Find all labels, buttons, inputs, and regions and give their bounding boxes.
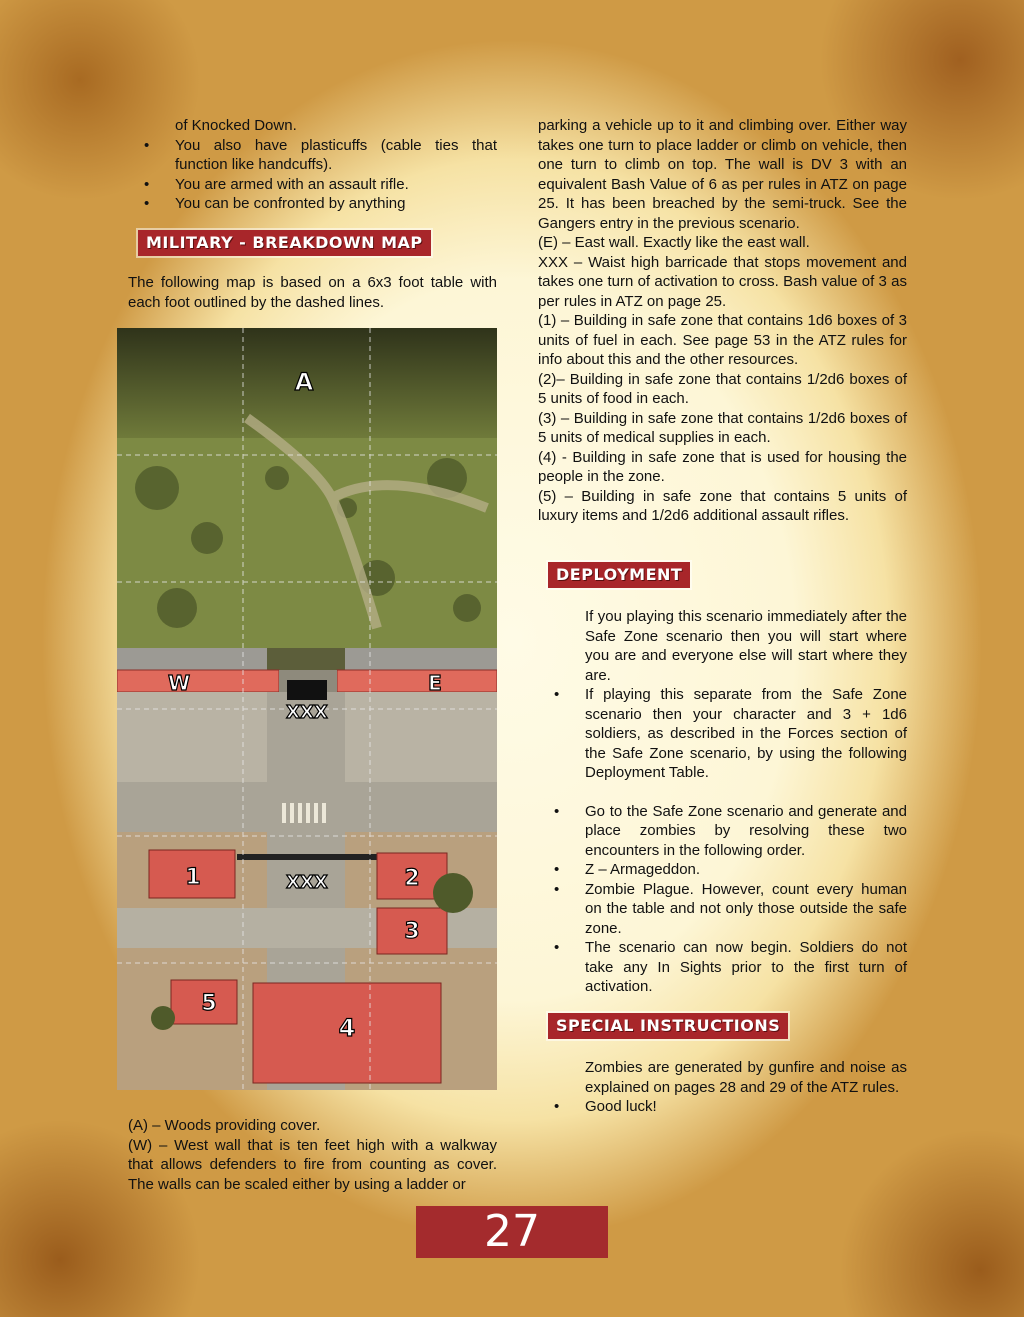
bullet-text: You are armed with an assault rifle.: [175, 175, 409, 193]
left-column: [128, 116, 497, 214]
bullet-item: [538, 1058, 907, 1097]
wall-description: parking a vehicle up to it and climbing over. Either way takes one turn to place ladder or climb on vehicle, then one turn to climb on top. The wall is DV 3 with an equivalent Bash Value of 6 as per rules in ATZ on page 25. It has been breached by the semi-truck. See the Gangers entry in the previous scenario.: [538, 117, 907, 232]
bullet-item: [538, 802, 907, 861]
map-heading: MILITARY - BREAKDOWN MAP: [138, 230, 431, 256]
bullet-item: [538, 607, 907, 685]
bullet-item: [538, 938, 907, 997]
bullet-item: [538, 1097, 907, 1117]
label-building-3: 3: [404, 919, 420, 944]
bullet-text: You also have plasticuffs (cable ties that function like handcuffs).: [175, 136, 497, 173]
legend-building-1: (1) – Building in safe zone that contains 1d6 boxes of 3 units of fuel in each. See page 53 in the ATZ rules for info about this and the other resources.: [538, 312, 907, 368]
bullet-item: [128, 116, 497, 136]
map-intro: [128, 273, 497, 312]
west-walkway: [117, 648, 267, 670]
label-barricade-north: XXX: [286, 702, 328, 723]
bullet-text: If playing this separate from the Safe Zone scenario then your character and 3 + 1d6 soldiers, as described in the Forces section of the Safe Zone scenario, by using the following Deployment Table.: [585, 686, 907, 781]
bullet-text: Zombies are generated by gunfire and noise as explained on pages 28 and 29 of the ATZ rules.: [585, 1059, 907, 1096]
label-building-4: 4: [338, 1014, 356, 1042]
deployment-list: [538, 607, 907, 997]
bullet-text: If you playing this scenario immediately after the Safe Zone scenario then you will start where you are and everyone else will start where they are.: [585, 608, 907, 684]
bullet-text: Z – Armageddon.: [585, 861, 701, 878]
page-number: 27: [416, 1206, 608, 1258]
deployment-heading: DEPLOYMENT: [548, 562, 690, 588]
map-svg: [117, 328, 497, 1090]
bullet-item: [538, 880, 907, 939]
label-building-1: 1: [185, 865, 201, 890]
west-wall: [117, 670, 279, 692]
label-building-5: 5: [201, 991, 217, 1016]
barricade-north: [287, 680, 327, 700]
label-building-2: 2: [404, 866, 420, 891]
special-instructions-heading: SPECIAL INSTRUCTIONS: [548, 1013, 788, 1039]
bullet-text: Go to the Safe Zone scenario and generate and place zombies by resolving these two encounters in the following order.: [585, 802, 907, 859]
map-intro-text: The following map is based on a 6x3 foot table with each foot outlined by the dashed lines.: [128, 274, 497, 311]
barricade-south-line: [237, 854, 377, 860]
legend-building-5: (5) – Building in safe zone that contains 5 units of luxury items and 1/2d6 additional assault rifles.: [538, 487, 907, 524]
east-walkway: [345, 648, 497, 670]
legend-xxx: XXX – Waist high barricade that stops movement and takes one turn of activation to cross. Bash value of 3 as per rules in ATZ on page 25.: [538, 253, 907, 310]
legend-building-4: (4) - Building in safe zone that is used for housing the people in the zone.: [538, 448, 907, 485]
legend-a: (A) – Woods providing cover.: [128, 1117, 321, 1134]
legend-building-2: (2)– Building in safe zone that contains 1/2d6 boxes of 5 units of food in each.: [538, 370, 907, 407]
tree-icon: [151, 1006, 175, 1030]
spacer: [538, 783, 907, 802]
bullet-text: Good luck!: [585, 1098, 657, 1115]
label-barricade-south: XXX: [286, 872, 328, 893]
bullet-text: The scenario can now begin. Soldiers do not take any In Sights prior to the first turn of activation.: [585, 939, 907, 995]
label-a: A: [294, 368, 314, 396]
bullet-text: Zombie Plague. However, count every human on the table and not only those outside the safe zone.: [585, 880, 907, 937]
right-column-text: [538, 116, 907, 526]
legend-e: (E) – East wall. Exactly like the east wall.: [538, 234, 810, 251]
legend-building-3: (3) – Building in safe zone that contains 1/2d6 boxes of 5 units of medical supplies in each.: [538, 409, 907, 446]
bullet-item: [128, 175, 497, 195]
map-legend: [128, 1116, 497, 1194]
tree-icon: [433, 873, 473, 913]
bullet-text: of Knocked Down.: [175, 117, 297, 134]
bullet-item: [128, 136, 497, 175]
bullet-item: [538, 860, 907, 880]
bullet-text: You can be confronted by anything: [175, 195, 406, 212]
legend-w: (W) – West wall that is ten feet high with a walkway that allows defenders to fire from counting as cover. The walls can be scaled either by using a ladder or: [128, 1136, 497, 1193]
label-e: E: [428, 671, 442, 695]
bullet-item: [128, 194, 497, 214]
breakdown-map: [117, 328, 497, 1090]
east-wall: [337, 670, 497, 692]
bullet-item: [538, 685, 907, 783]
special-instructions-list: [538, 1058, 907, 1117]
label-w: W: [167, 671, 191, 695]
